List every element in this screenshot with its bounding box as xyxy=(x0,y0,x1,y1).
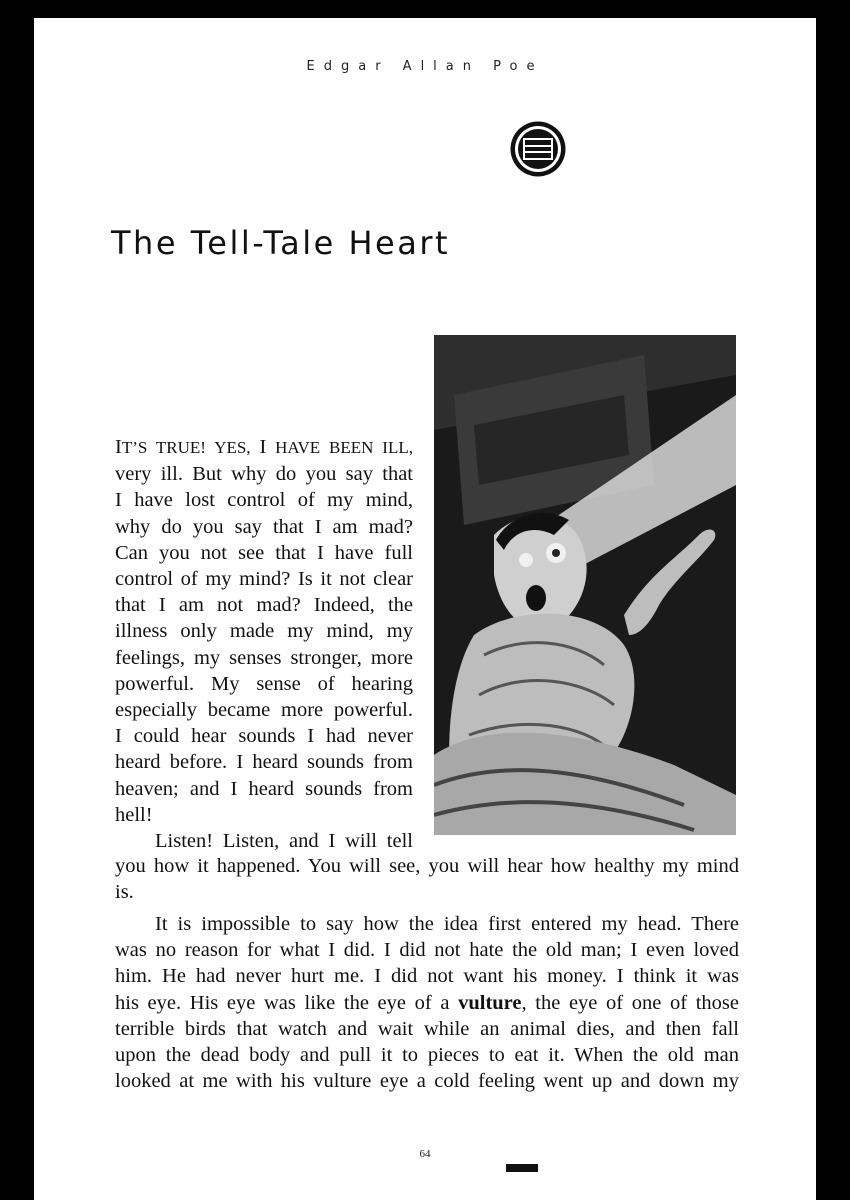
chapter-emblem-icon xyxy=(509,120,567,178)
text-line: was no reason for what I did. I did not hate the old man; I even loved xyxy=(115,939,739,962)
text-line: is. xyxy=(115,881,134,904)
text-line: heard before. I heard sounds from xyxy=(115,751,413,774)
text-line: control of my mind? Is it not clear xyxy=(115,568,413,591)
paragraph-3 xyxy=(115,911,739,1094)
drop-letter: I xyxy=(115,436,122,458)
story-illustration xyxy=(434,335,736,835)
bold-word-vulture: vulture xyxy=(458,991,522,1014)
text-line: terrible birds that watch and wait while an animal dies, and then fall xyxy=(115,1017,739,1040)
text-line: hell! xyxy=(115,803,153,826)
opening-line xyxy=(115,434,413,461)
paragraph-2-first-line: Listen! Listen, and I will tell xyxy=(155,830,413,853)
text-line: him. He had never hurt me. I did not want his money. I think it was xyxy=(115,965,739,988)
text-line: powerful. My sense of hearing xyxy=(115,672,413,695)
text-line: I could hear sounds I had never xyxy=(115,725,413,748)
text-line: very ill. But why do you say that xyxy=(115,463,413,486)
text-line: It is impossible to say how the idea first entered my head. There xyxy=(155,913,739,935)
text-line: feelings, my senses stronger, more xyxy=(115,646,413,669)
page-number-bar xyxy=(506,1164,538,1172)
small-caps-text-2: HAVE BEEN ILL, xyxy=(266,438,413,457)
drop-letter-2: I xyxy=(259,436,267,458)
running-head: Edgar Allan Poe xyxy=(306,59,544,74)
text-line: heaven; and I heard sounds from xyxy=(115,777,413,800)
text-line: I have lost control of my mind, xyxy=(115,489,413,512)
text-line: Can you not see that I have full xyxy=(115,541,413,564)
paragraph-1 xyxy=(115,434,413,854)
text-line: upon the dead body and pull it to pieces to eat it. When the old man xyxy=(115,1044,739,1067)
text-line: that I am not mad? Indeed, the xyxy=(115,594,413,617)
story-title: The Tell-Tale Heart xyxy=(111,224,451,262)
text-line: you how it happened. You will see, you will hear how healthy my mind xyxy=(115,855,739,877)
text-line: why do you say that I am mad? xyxy=(115,515,413,538)
text-line: especially became more powerful. xyxy=(115,699,413,722)
paragraph-2-continued xyxy=(115,853,739,905)
text-line: illness only made my mind, my xyxy=(115,620,413,643)
book-page xyxy=(34,18,816,1200)
text-line-with-bold: his eye. His eye was like the eye of a vulture, the eye of one of those xyxy=(115,991,739,1014)
page-number: 64 xyxy=(419,1148,431,1160)
small-caps-text: T’S TRUE! YES, xyxy=(121,438,260,457)
text-line: looked at me with his vulture eye a cold feeling went up and down my xyxy=(115,1070,739,1093)
